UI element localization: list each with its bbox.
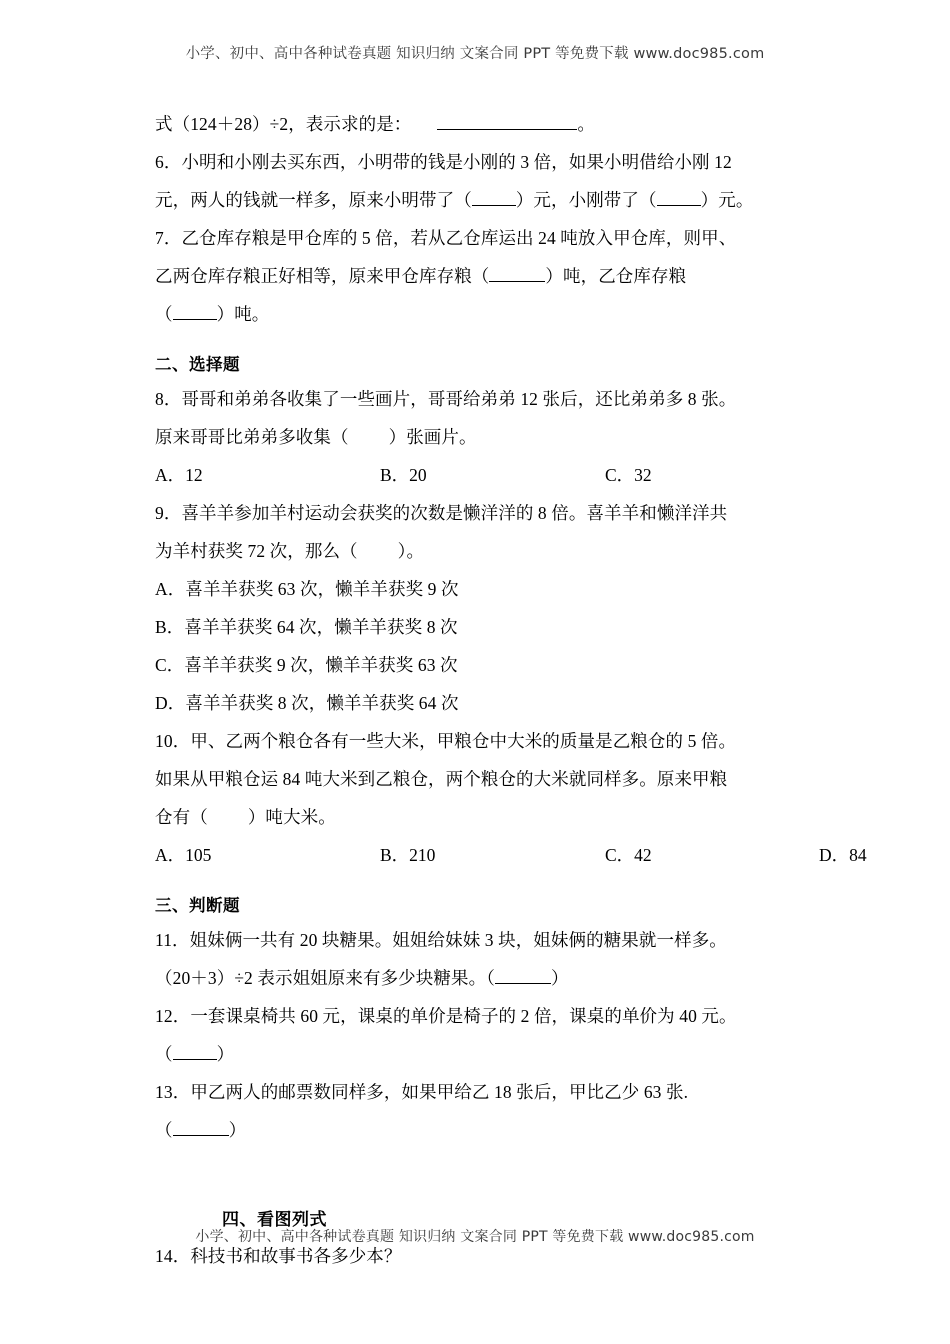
- question-7-number: 7．: [155, 228, 182, 248]
- section-heading-4: 四、看图列式: [222, 1210, 327, 1230]
- question-14-number: 14．: [155, 1246, 191, 1266]
- question-9-line-1: [155, 494, 793, 532]
- question-13-text-2b: ）: [228, 1120, 247, 1140]
- question-10-number: 10．: [155, 731, 191, 751]
- question-12-line-2: [155, 1035, 793, 1073]
- question-6-text-2c: ）元。: [700, 190, 754, 210]
- question-13-text-1: 甲乙两人的邮票数同样多，如果甲给乙 18 张后，甲比乙少 63 张.: [190, 1082, 689, 1102]
- question-11-text-2b: ）: [551, 968, 569, 988]
- question-8-option-b[interactable]: B．20: [380, 465, 427, 485]
- question-9-option-a[interactable]: A．喜羊羊获奖 63 次，懒羊羊获奖 9 次: [155, 579, 459, 599]
- question-7-line-1: [155, 219, 793, 257]
- question-13-line-1: [155, 1073, 793, 1111]
- question-12-text-2b: ）: [216, 1044, 235, 1064]
- question-11-line-1: [155, 921, 793, 959]
- question-9-line-2: [155, 532, 793, 570]
- question-9-option-c[interactable]: C．喜羊羊获奖 9 次，懒羊羊获奖 63 次: [155, 655, 458, 675]
- question-7-text-3b: ）吨。: [216, 304, 270, 324]
- question-12-text-1: 一套课桌椅共 60 元，课桌的单价是椅子的 2 倍，课桌的单价为 40 元。: [190, 1006, 737, 1026]
- answer-blank[interactable]: [495, 968, 551, 984]
- question-11-text-1: 姐妹俩一共有 20 块糖果。姐姐给妹妹 3 块，姐妹俩的糖果就一样多。: [189, 930, 727, 950]
- question-7-line-2: [155, 257, 793, 295]
- question-6-text-2a: 元，两人的钱就一样多，原来小明带了（: [155, 190, 472, 210]
- question-6-line-2: [155, 181, 793, 219]
- question-11-line-2: [155, 959, 793, 997]
- question-5-tail-suffix: 。: [577, 114, 596, 134]
- answer-blank[interactable]: [173, 1044, 217, 1060]
- watermark-bottom: 小学、初中、高中各种试卷真题 知识归纳 文案合同 PPT 等免费下载 www.doc985.com: [195, 1229, 755, 1245]
- question-10-option-c[interactable]: C．42: [605, 845, 652, 865]
- question-8-line-2: [155, 418, 793, 456]
- answer-blank[interactable]: [489, 266, 545, 282]
- question-6-line-1: [155, 143, 793, 181]
- question-9-text-2b: ）。: [397, 541, 425, 561]
- question-10-line-1: [155, 722, 793, 760]
- question-5-tail-line: [155, 105, 793, 143]
- question-8-text-2a: 原来哥哥比弟弟多收集（: [155, 427, 349, 447]
- question-10-text-3b: ）吨大米。: [247, 807, 336, 827]
- question-6-text-2b: ）元，小刚带了（: [515, 190, 657, 210]
- question-9-option-d-row[interactable]: [155, 684, 793, 722]
- question-8-options: [155, 456, 793, 494]
- question-6-number: 6．: [155, 152, 182, 172]
- answer-blank[interactable]: [173, 1120, 229, 1136]
- watermark-top: 小学、初中、高中各种试卷真题 知识归纳 文案合同 PPT 等免费下载 www.doc985.com: [185, 46, 765, 62]
- question-10-options: [155, 836, 867, 874]
- question-9-option-c-row[interactable]: [155, 646, 793, 684]
- answer-blank[interactable]: [472, 190, 516, 206]
- question-8-text-1: 哥哥和弟弟各收集了一些画片，哥哥给弟弟 12 张后，还比弟弟多 8 张。: [181, 389, 737, 409]
- question-9-text-2a: 为羊村获奖 72 次，那么（: [155, 541, 358, 561]
- question-8-number: 8．: [155, 389, 182, 409]
- question-8-text-2b: ）张画片。: [388, 427, 477, 447]
- question-11-text-2a: （20＋3）÷2 表示姐姐原来有多少块糖果。（: [155, 968, 496, 988]
- question-13-text-2a: （: [155, 1120, 173, 1140]
- question-13-line-2: [155, 1111, 793, 1149]
- question-10-option-a[interactable]: A．105: [155, 845, 212, 865]
- question-9-number: 9．: [155, 503, 182, 523]
- question-12-number: 12．: [155, 1006, 191, 1026]
- question-9-option-a-row[interactable]: [155, 570, 793, 608]
- section-heading-3: 三、判断题: [155, 896, 240, 915]
- question-7-text-3a: （: [155, 304, 173, 324]
- question-9-text-1: 喜羊羊参加羊村运动会获奖的次数是懒洋洋的 8 倍。喜羊羊和懒洋洋共: [181, 503, 728, 523]
- question-7-line-3: [155, 295, 793, 333]
- question-7-text-1: 乙仓库存粮是甲仓库的 5 倍，若从乙仓库运出 24 吨放入甲仓库，则甲、: [181, 228, 737, 248]
- question-12-text-2a: （: [155, 1044, 173, 1064]
- question-10-option-d[interactable]: D．84: [819, 845, 867, 865]
- question-7-text-2a: 乙两仓库存粮正好相等，原来甲仓库存粮（: [155, 266, 490, 286]
- answer-blank[interactable]: [437, 114, 577, 130]
- question-10-text-3a: 仓有（: [155, 807, 208, 827]
- question-7-text-2b: ）吨，乙仓库存粮: [545, 266, 687, 286]
- question-10-option-b[interactable]: B．210: [380, 845, 436, 865]
- section-heading-2: 二、选择题: [155, 355, 240, 374]
- document-content: [155, 105, 867, 1275]
- question-13-number: 13．: [155, 1082, 191, 1102]
- question-14-text-1: 科技书和故事书各多少本？: [190, 1246, 402, 1266]
- question-8-line-1: [155, 380, 793, 418]
- question-6-text-1: 小明和小刚去买东西，小明带的钱是小刚的 3 倍，如果小明借给小刚 12: [181, 152, 732, 172]
- question-9-option-d[interactable]: D．喜羊羊获奖 8 次，懒羊羊获奖 64 次: [155, 693, 459, 713]
- question-9-option-b-row[interactable]: [155, 608, 793, 646]
- answer-blank[interactable]: [657, 190, 701, 206]
- question-10-text-1: 甲、乙两个粮仓各有一些大米，甲粮仓中大米的质量是乙粮仓的 5 倍。: [190, 731, 737, 751]
- question-5-tail-prefix: 式（124＋28）÷2，表示求的是：: [155, 114, 412, 134]
- question-8-option-a[interactable]: A．12: [155, 465, 203, 485]
- question-10-line-2: [155, 760, 793, 798]
- question-10-text-2: 如果从甲粮仓运 84 吨大米到乙粮仓，两个粮仓的大米就同样多。原来甲粮: [155, 769, 728, 789]
- answer-blank[interactable]: [173, 304, 217, 320]
- question-10-line-3: [155, 798, 793, 836]
- question-9-option-b[interactable]: B．喜羊羊获奖 64 次，懒羊羊获奖 8 次: [155, 617, 458, 637]
- question-8-option-c[interactable]: C．32: [605, 465, 652, 485]
- question-12-line-1: [155, 997, 793, 1035]
- question-11-number: 11．: [155, 930, 190, 950]
